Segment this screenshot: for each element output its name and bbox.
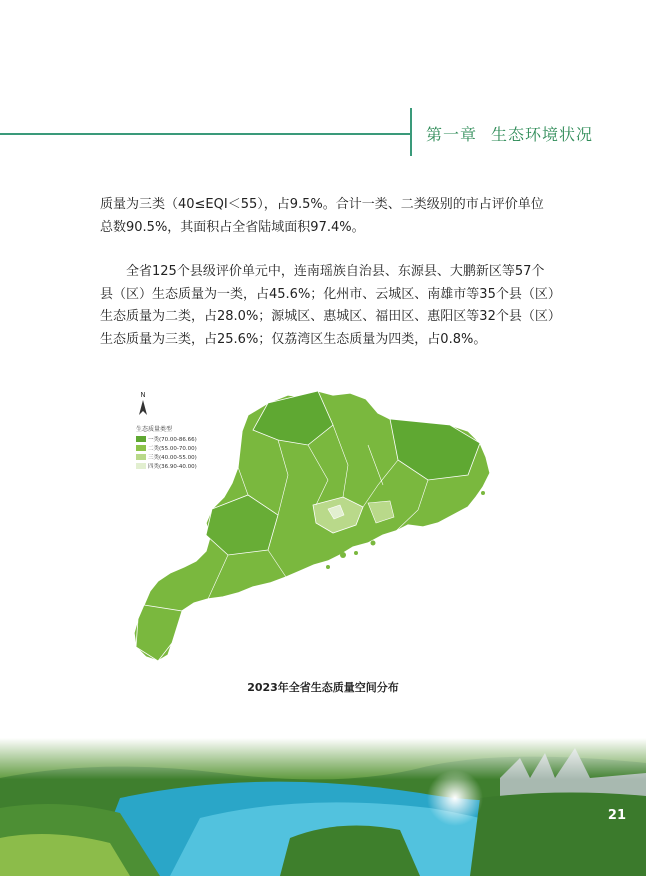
north-label: N [140, 391, 146, 399]
north-arrow-icon [139, 391, 147, 415]
paragraph-1: 质量为三类（40≤EQI＜55），占9.5%。合计一类、二类级别的市占评价单位总数90.5%，其面积占全省陆域面积97.4%。 [100, 197, 544, 235]
map-svg [128, 385, 508, 670]
chapter-title: 生态环境状况 [491, 125, 594, 144]
paragraph-2 [100, 261, 555, 351]
legend-label-1: 一类(70.00-86.66) [148, 437, 197, 443]
map-legend [136, 425, 197, 470]
page-number: 21 [607, 808, 626, 823]
legend-swatch-4 [136, 463, 146, 469]
footer-landscape-banner [0, 738, 646, 876]
header-divider [410, 108, 412, 156]
legend-swatch-2 [136, 445, 146, 451]
legend-title: 生态质量类型 [136, 426, 173, 433]
figure-caption: 2023年全省生态质量空间分布 [247, 681, 399, 694]
legend-label-3: 三类(40.00-55.00) [148, 455, 197, 461]
legend-label-4: 四类(36.90-40.00) [148, 464, 197, 470]
paragraph-2-text: 全省125个县级评价单元中，连南瑶族自治县、东源县、大鹏新区等57个县（区）生态质量为一类，占45.6%；化州市、云城区、南雄市等35个县（区）生态质量为二类，占28.0%；源城区、惠城区、福田区、惠阳区等32个县（区）生态质量为三类，占25.6%；仅荔湾区生态质量为四类，占0.8%。 [100, 264, 555, 347]
landscape-image [0, 738, 646, 876]
eco-quality-map [128, 385, 508, 670]
chapter-header [426, 122, 593, 145]
legend-swatch-3 [136, 454, 146, 460]
chapter-number: 第一章 [426, 125, 478, 144]
legend-swatch-1 [136, 436, 146, 442]
legend-label-2: 二类(55.00-70.00) [148, 446, 197, 452]
header-rule [0, 133, 410, 135]
